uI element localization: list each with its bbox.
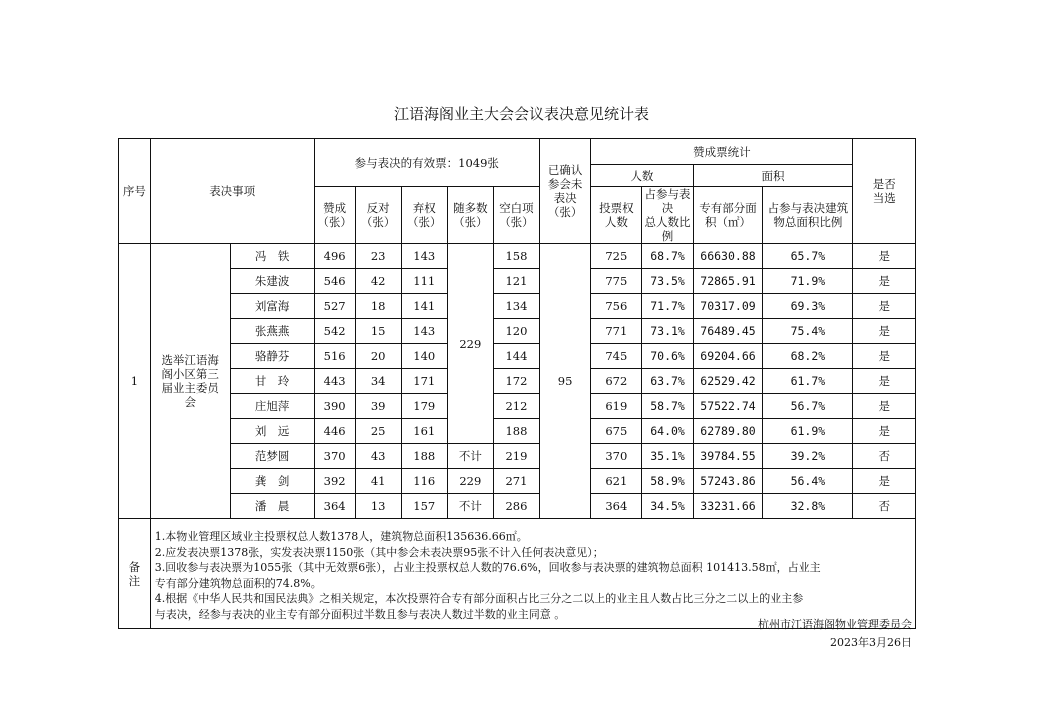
header-majority: 随多数 （张）: [447, 187, 493, 244]
abstain-count: 141: [401, 294, 447, 319]
person-ratio: 73.1%: [642, 319, 693, 344]
candidate-name: 朱建波: [230, 269, 314, 294]
yes-count: 546: [314, 269, 355, 294]
blank-count: 134: [493, 294, 539, 319]
table-row: [119, 469, 916, 494]
area-ratio: 32.8%: [763, 494, 853, 519]
person-ratio: 68.7%: [642, 244, 693, 269]
table-row: [119, 344, 916, 369]
no-count: 42: [355, 269, 401, 294]
no-count: 20: [355, 344, 401, 369]
note-line: 与表决，经参与表决的业主专有部分面积过半数且参与表决人数过半数的业主同意 。: [154, 607, 566, 621]
person-ratio: 34.5%: [642, 494, 693, 519]
header-exclusive-area: 专有部分面 积（㎡）: [693, 187, 763, 244]
candidate-name: 潘 晨: [230, 494, 314, 519]
yes-count: 443: [314, 369, 355, 394]
majority-merged: 229: [447, 244, 493, 444]
elected-flag: 是: [853, 319, 916, 344]
elected-flag: 是: [853, 294, 916, 319]
abstain-count: 111: [401, 269, 447, 294]
notes-label: 备 注: [119, 519, 151, 629]
blank-count: 219: [493, 444, 539, 469]
no-count: 39: [355, 394, 401, 419]
vote-rights: 672: [591, 369, 642, 394]
exclusive-area: 66630.88: [693, 244, 763, 269]
abstain-count: 161: [401, 419, 447, 444]
exclusive-area: 62529.42: [693, 369, 763, 394]
abstain-count: 116: [401, 469, 447, 494]
table-row: [119, 244, 916, 269]
vote-rights: 771: [591, 319, 642, 344]
area-ratio: 56.4%: [763, 469, 853, 494]
page-title: 江语海阁业主大会会议表决意见统计表: [393, 105, 649, 123]
candidate-name: 甘 玲: [230, 369, 314, 394]
header-valid-votes: 参与表决的有效票：1049张: [314, 139, 539, 187]
person-ratio: 73.5%: [642, 269, 693, 294]
person-ratio: 58.9%: [642, 469, 693, 494]
abstain-count: 143: [401, 319, 447, 344]
majority-count: 不计: [447, 444, 493, 469]
notes-content: [150, 519, 915, 629]
header-area: 面积: [693, 165, 853, 187]
blank-count: 172: [493, 369, 539, 394]
area-ratio: 71.9%: [763, 269, 853, 294]
header-abstain: 弃权 （张）: [401, 187, 447, 244]
vote-statistics-table: [118, 138, 916, 629]
table-row: [119, 394, 916, 419]
header-confirmed-not-voted: 已确认 参会未 表决 （张）: [540, 139, 591, 244]
elected-flag: 是: [853, 269, 916, 294]
header-yes: 赞成 （张）: [314, 187, 355, 244]
header-vote-rights: 投票权 人数: [591, 187, 642, 244]
table-row: [119, 294, 916, 319]
vote-rights: 725: [591, 244, 642, 269]
candidate-name: 骆静芬: [230, 344, 314, 369]
area-ratio: 56.7%: [763, 394, 853, 419]
vote-rights: 619: [591, 394, 642, 419]
blank-count: 158: [493, 244, 539, 269]
exclusive-area: 62789.80: [693, 419, 763, 444]
signature-org: 杭州市江语海阁物业管理委员会: [758, 618, 912, 631]
elected-flag: 是: [853, 344, 916, 369]
area-ratio: 61.7%: [763, 369, 853, 394]
no-count: 25: [355, 419, 401, 444]
no-count: 23: [355, 244, 401, 269]
elected-flag: 是: [853, 369, 916, 394]
blank-count: 286: [493, 494, 539, 519]
yes-count: 542: [314, 319, 355, 344]
area-ratio: 68.2%: [763, 344, 853, 369]
signature-date: 2023年3月26日: [830, 636, 912, 649]
note-line: 4.根据《中华人民共和国民法典》之相关规定，本次投票符合专有部分面积占比三分之二以上的业主且人数占比三分之二以上的业主参: [154, 592, 804, 605]
note-line: 3.回收参与表决票为1055张（其中无效票6张），占业主投票权总人数的76.6%，回收参与表决票的建筑物总面积 101413.58㎡，占业主: [154, 561, 821, 574]
elected-flag: 是: [853, 469, 916, 494]
candidate-name: 庄旭萍: [230, 394, 314, 419]
person-ratio: 64.0%: [642, 419, 693, 444]
no-count: 15: [355, 319, 401, 344]
no-count: 13: [355, 494, 401, 519]
notes-row: [119, 519, 916, 629]
header-area-ratio: 占参与表决建筑 物总面积比例: [763, 187, 853, 244]
yes-count: 364: [314, 494, 355, 519]
note-line: 专有部分建筑物总面积的74.8%。: [154, 576, 322, 590]
abstain-count: 188: [401, 444, 447, 469]
yes-count: 516: [314, 344, 355, 369]
vote-rights: 756: [591, 294, 642, 319]
blank-count: 271: [493, 469, 539, 494]
candidate-name: 刘 远: [230, 419, 314, 444]
candidate-name: 冯 铁: [230, 244, 314, 269]
header-seq: 序号: [119, 139, 151, 244]
yes-count: 446: [314, 419, 355, 444]
elected-flag: 否: [853, 494, 916, 519]
majority-count: 229: [447, 469, 493, 494]
no-count: 18: [355, 294, 401, 319]
yes-count: 370: [314, 444, 355, 469]
yes-count: 527: [314, 294, 355, 319]
no-count: 41: [355, 469, 401, 494]
header-item: 表决事项: [150, 139, 314, 244]
header-elected: 是否 当选: [853, 139, 916, 244]
area-ratio: 69.3%: [763, 294, 853, 319]
header-approval-stats: 赞成票统计: [591, 139, 853, 165]
confirmed-not-voted: 95: [540, 244, 591, 519]
table-row: [119, 269, 916, 294]
elected-flag: 是: [853, 394, 916, 419]
vote-rights: 364: [591, 494, 642, 519]
blank-count: 120: [493, 319, 539, 344]
abstain-count: 179: [401, 394, 447, 419]
no-count: 43: [355, 444, 401, 469]
person-ratio: 58.7%: [642, 394, 693, 419]
header-blank: 空白项 （张）: [493, 187, 539, 244]
candidate-name: 龚 剑: [230, 469, 314, 494]
area-ratio: 61.9%: [763, 419, 853, 444]
blank-count: 212: [493, 394, 539, 419]
blank-count: 121: [493, 269, 539, 294]
person-ratio: 70.6%: [642, 344, 693, 369]
yes-count: 496: [314, 244, 355, 269]
exclusive-area: 57243.86: [693, 469, 763, 494]
table-row: [119, 419, 916, 444]
vote-rights: 775: [591, 269, 642, 294]
header-no: 反对 （张）: [355, 187, 401, 244]
vote-rights: 675: [591, 419, 642, 444]
no-count: 34: [355, 369, 401, 394]
vote-rights: 621: [591, 469, 642, 494]
exclusive-area: 39784.55: [693, 444, 763, 469]
note-line: 2.应发表决票1378张，实发表决票1150张（其中参会未表决票95张不计入任何表决意见）；: [154, 545, 604, 559]
elected-flag: 否: [853, 444, 916, 469]
abstain-count: 140: [401, 344, 447, 369]
yes-count: 392: [314, 469, 355, 494]
exclusive-area: 33231.66: [693, 494, 763, 519]
exclusive-area: 72865.91: [693, 269, 763, 294]
note-line: 1.本物业管理区域业主投票权总人数1378人，建筑物总面积135636.66㎡。: [154, 530, 528, 543]
elected-flag: 是: [853, 244, 916, 269]
header-person-ratio: 占参与表决 总人数比例: [642, 187, 693, 244]
vote-rights: 745: [591, 344, 642, 369]
elected-flag: 是: [853, 419, 916, 444]
person-ratio: 71.7%: [642, 294, 693, 319]
area-ratio: 65.7%: [763, 244, 853, 269]
exclusive-area: 57522.74: [693, 394, 763, 419]
item-description: 选举江语海 阁小区第三 届业主委员 会: [150, 244, 230, 519]
candidate-name: 张燕燕: [230, 319, 314, 344]
exclusive-area: 70317.09: [693, 294, 763, 319]
person-ratio: 63.7%: [642, 369, 693, 394]
table-row: [119, 319, 916, 344]
table-row: [119, 369, 916, 394]
majority-count: 不计: [447, 494, 493, 519]
area-ratio: 75.4%: [763, 319, 853, 344]
abstain-count: 171: [401, 369, 447, 394]
header-persons: 人数: [591, 165, 693, 187]
table-row: [119, 494, 916, 519]
item-seq: 1: [119, 244, 151, 519]
exclusive-area: 76489.45: [693, 319, 763, 344]
vote-rights: 370: [591, 444, 642, 469]
blank-count: 188: [493, 419, 539, 444]
person-ratio: 35.1%: [642, 444, 693, 469]
yes-count: 390: [314, 394, 355, 419]
area-ratio: 39.2%: [763, 444, 853, 469]
exclusive-area: 69204.66: [693, 344, 763, 369]
candidate-name: 范梦圆: [230, 444, 314, 469]
candidate-name: 刘富海: [230, 294, 314, 319]
abstain-count: 157: [401, 494, 447, 519]
table-row: [119, 444, 916, 469]
abstain-count: 143: [401, 244, 447, 269]
blank-count: 144: [493, 344, 539, 369]
